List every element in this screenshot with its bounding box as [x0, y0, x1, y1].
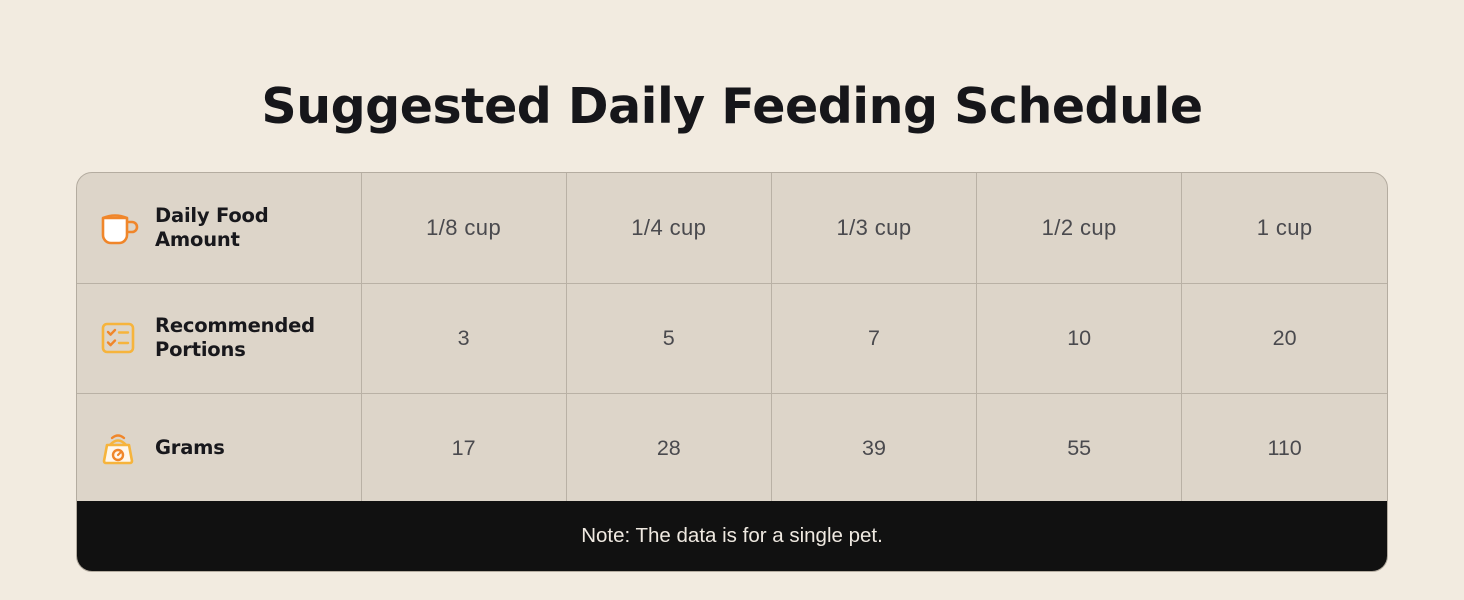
- cell-portions-5: 20: [1182, 283, 1387, 393]
- page-title: Suggested Daily Feeding Schedule: [261, 78, 1203, 135]
- label-line-1: Daily Food: [155, 203, 269, 227]
- cell-food-amount-1: 1/8 cup: [361, 173, 566, 283]
- cell-grams-3: 39: [771, 393, 976, 503]
- row-label-text: [155, 314, 315, 362]
- row-label-recommended-portions: [77, 283, 361, 393]
- row-label-text: [155, 204, 269, 252]
- table-row: [77, 173, 1387, 283]
- cell-food-amount-3: 1/3 cup: [771, 173, 976, 283]
- cell-food-amount-4: 1/2 cup: [977, 173, 1182, 283]
- kitchen-scale-icon: [95, 425, 141, 471]
- cell-grams-5: 110: [1182, 393, 1387, 503]
- table-footnote: Note: The data is for a single pet.: [77, 501, 1387, 571]
- table-row: [77, 283, 1387, 393]
- row-label-text: [155, 436, 225, 460]
- cell-grams-1: 17: [361, 393, 566, 503]
- label-line-2: Amount: [155, 227, 240, 251]
- label-line-1: Recommended: [155, 314, 315, 338]
- table-row: [77, 393, 1387, 503]
- cell-food-amount-2: 1/4 cup: [566, 173, 771, 283]
- checklist-icon: [95, 315, 141, 361]
- measuring-cup-icon: [95, 205, 141, 251]
- cell-grams-2: 28: [566, 393, 771, 503]
- cell-grams-4: 55: [977, 393, 1182, 503]
- row-label-daily-food-amount: [77, 173, 361, 283]
- cell-food-amount-5: 1 cup: [1182, 173, 1387, 283]
- row-label-grams: [77, 393, 361, 503]
- label-line-1: Grams: [155, 436, 225, 460]
- cell-portions-4: 10: [977, 283, 1182, 393]
- cell-portions-1: 3: [361, 283, 566, 393]
- label-line-2: Portions: [155, 338, 246, 361]
- cell-portions-3: 7: [771, 283, 976, 393]
- feeding-schedule-table: [76, 172, 1388, 572]
- schedule-grid: [77, 173, 1387, 504]
- cell-portions-2: 5: [566, 283, 771, 393]
